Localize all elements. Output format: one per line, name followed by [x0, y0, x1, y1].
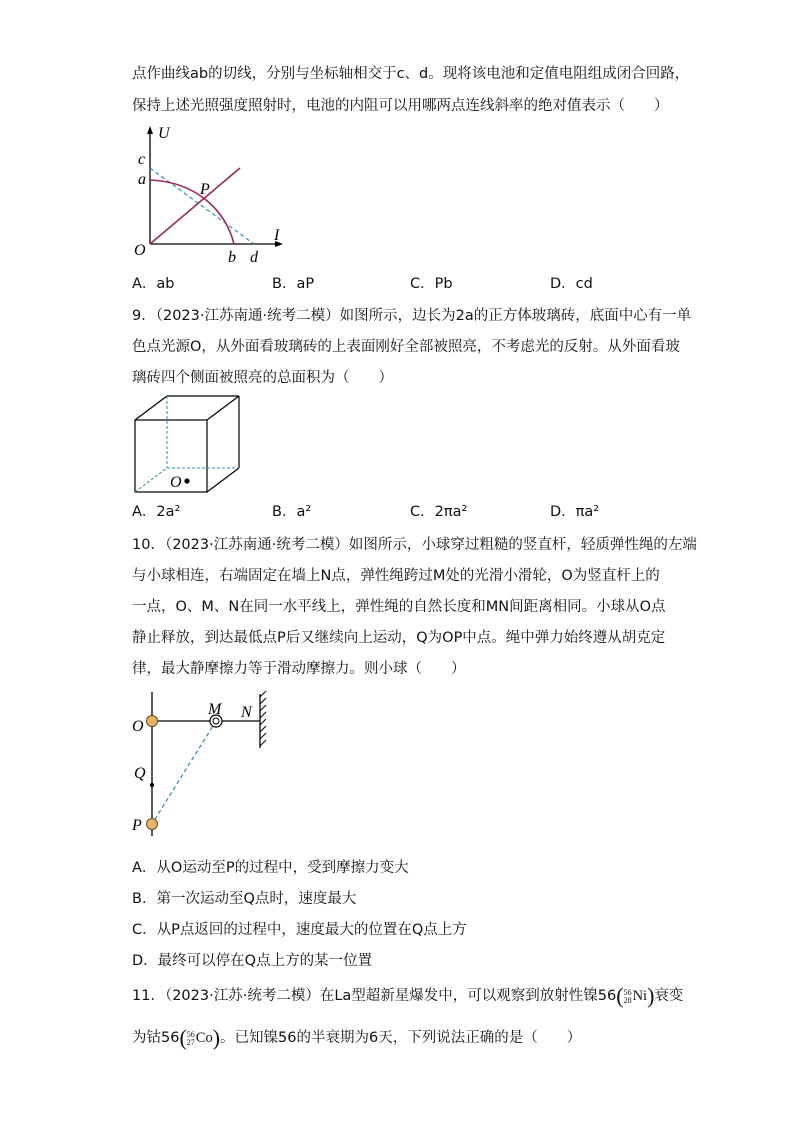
q11-line2-lead: 为钴56	[132, 1030, 180, 1046]
co-symbol: Co	[195, 1030, 213, 1046]
label-M: M	[208, 701, 222, 718]
q8-option-a[interactable]: A．ab	[132, 276, 175, 292]
axis-label-I: I	[274, 227, 280, 244]
q11-line2-tail: 。已知镍56的半衰期为6天，下列说法正确的是（ ）	[220, 1030, 582, 1046]
q8-text-line2: 保持上述光照强度照射时，电池的内阻可以用哪两点连线斜率的绝对值表示（ ）	[132, 98, 669, 114]
label-O-source: O	[170, 474, 182, 491]
label-a: a	[138, 171, 146, 188]
label-N: N	[241, 704, 252, 721]
q10-option-b[interactable]: B．第一次运动至Q点时，速度最大	[132, 891, 357, 907]
ni-mass-number: 56	[623, 987, 632, 997]
label-Q: Q	[134, 765, 146, 782]
q9-option-b[interactable]: B．a²	[272, 504, 312, 520]
q10-text-line1: 10．（2023·江苏南通·统考二模）如图所示，小球穿过粗糙的竖直杆，轻质弹性绳的左端	[132, 537, 697, 553]
ni-symbol: Ni	[632, 988, 648, 1004]
label-c: c	[138, 151, 146, 168]
q10-text-line4: 静止释放，到达最低点P后又继续向上运动，Q为OP中点。绳中弹力始终遵从胡克定	[132, 630, 666, 646]
q8-ui-graph	[128, 120, 298, 270]
q10-option-d[interactable]: D．最终可以停在Q点上方的某一位置	[132, 953, 373, 969]
nickel-nuclide	[624, 986, 648, 1006]
q9-option-d[interactable]: D．πa²	[550, 504, 600, 520]
axis-label-U: U	[158, 125, 170, 142]
label-P: P	[200, 181, 210, 198]
q10-rod-figure	[128, 688, 278, 838]
q10-text-line5: 律，最大静摩擦力等于滑动摩擦力。则小球（ ）	[132, 661, 466, 677]
q11-text-line1: 11．（2023·江苏·统考二模）在La型超新星爆发中，可以观察到放射性镍56( 56 28 Ni)衰变	[132, 983, 684, 1008]
q9-option-c[interactable]: C．2πa²	[410, 504, 468, 520]
label-O-point: O	[132, 718, 144, 735]
q8-option-b[interactable]: B．aP	[272, 276, 315, 292]
q8-option-c[interactable]: C．Pb	[410, 276, 453, 292]
q10-text-line3: 一点，O、M、N在同一水平线上，弹性绳的自然长度和MN间距离相同。小球从O点	[132, 599, 666, 615]
cobalt-nuclide	[187, 1028, 213, 1048]
q10-option-a[interactable]: A．从O运动至P的过程中，受到摩擦力变大	[132, 860, 409, 876]
ni-atomic-number: 28	[623, 995, 632, 1005]
q9-text-line1: 9．（2023·江苏南通·统考二模）如图所示，边长为2a的正方体玻璃砖，底面中心有一单	[132, 308, 692, 324]
q10-option-c[interactable]: C．从P点返回的过程中，速度最大的位置在Q点上方	[132, 922, 467, 938]
q8-option-d[interactable]: D．cd	[550, 276, 593, 292]
q9-cube-figure	[130, 392, 245, 497]
q9-option-a[interactable]: A．2a²	[132, 504, 181, 520]
q9-text-line2: 色点光源O，从外面看玻璃砖的上表面刚好全部被照亮，不考虑光的反射。从外面看玻	[132, 339, 680, 355]
label-O: O	[134, 242, 146, 259]
co-atomic-number: 27	[186, 1037, 195, 1047]
label-d: d	[250, 249, 258, 266]
label-b: b	[228, 249, 236, 266]
label-P-point: P	[132, 817, 142, 834]
q9-text-line3: 璃砖四个侧面被照亮的总面积为（ ）	[132, 370, 393, 386]
q8-text-line1: 点作曲线ab的切线，分别与坐标轴相交于c、d。现将该电池和定值电阻组成闭合回路，	[132, 66, 690, 82]
q11-text-line2: 为钴56( 56 27 Co)。已知镍56的半衰期为6天，下列说法正确的是（ ）	[132, 1025, 582, 1050]
q10-text-line2: 与小球相连，右端固定在墙上N点，弹性绳跨过M处的光滑小滑轮，O为竖直杆上的	[132, 568, 660, 584]
co-mass-number: 56	[186, 1029, 195, 1039]
q11-line1-lead: 11．（2023·江苏·统考二模）在La型超新星爆发中，可以观察到放射性镍56	[132, 988, 617, 1004]
q11-line1-tail: 衰变	[654, 988, 684, 1004]
